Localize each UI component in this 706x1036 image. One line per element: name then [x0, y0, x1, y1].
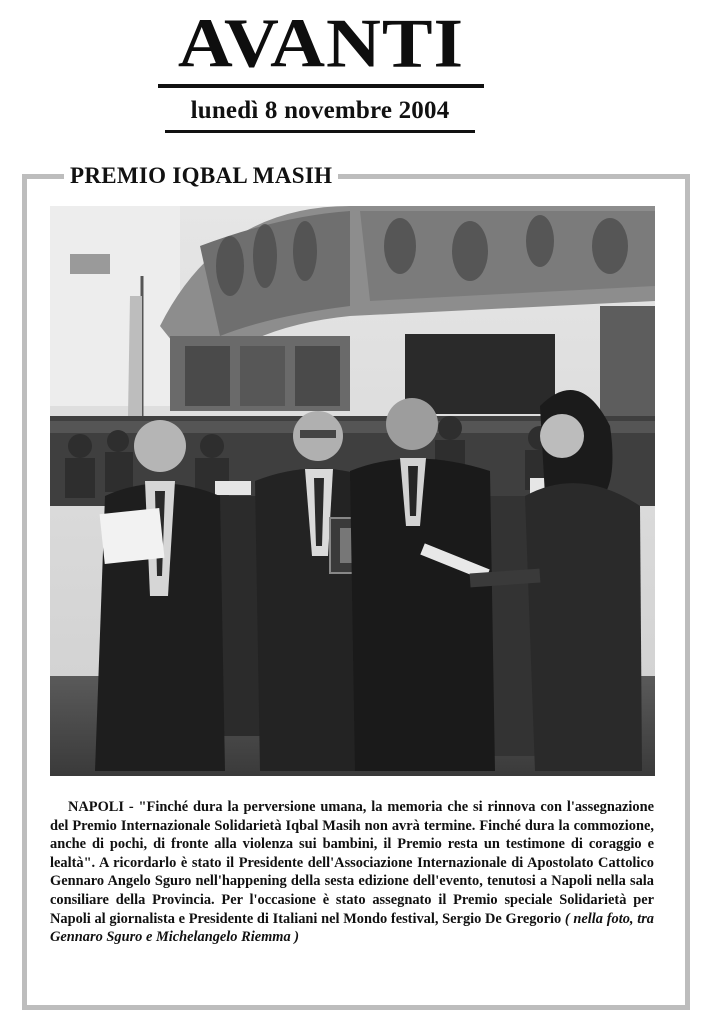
article-caption: [50, 798, 654, 947]
date-block: [165, 96, 475, 133]
caption-body: "Finché dura la perversione umana, la memoria che si rinnova con l'assegnazione del Premio Internazionale Solidarietà Iqbal Masih non avrà termine. Finché dura la commozione, anche di pochi, di fronte alla violenza sui bambini, il Premio resta un testimone di coraggio e lealtà". A ricordarlo è stato il Presidente dell'Associazione Internazionale di Apostolato Cattolico Gennaro Angelo Sguro nell'happening della sesta edizione dell'evento, tenutosi a Napoli nella sala consiliare della Provincia. Per l'occasione è stato assegnato il Premio speciale Solidarietà per Napoli al giornalista e Presidente di Italiani nel Mondo festival, Sergio De Gregorio: [50, 799, 654, 927]
date-underline: [165, 130, 475, 133]
caption-photo-credit: ( nella foto, tra Gennaro Sguro e Michelangelo Riemma ): [50, 910, 654, 946]
masthead: [158, 4, 484, 88]
publication-date: lunedì 8 novembre 2004: [190, 97, 450, 124]
section-title: PREMIO IQBAL MASIH: [64, 160, 338, 192]
article-photo: [50, 206, 655, 776]
masthead-underline: [158, 84, 484, 88]
caption-dateline: NAPOLI -: [68, 799, 139, 815]
newspaper-title: AVANTI: [177, 4, 465, 82]
